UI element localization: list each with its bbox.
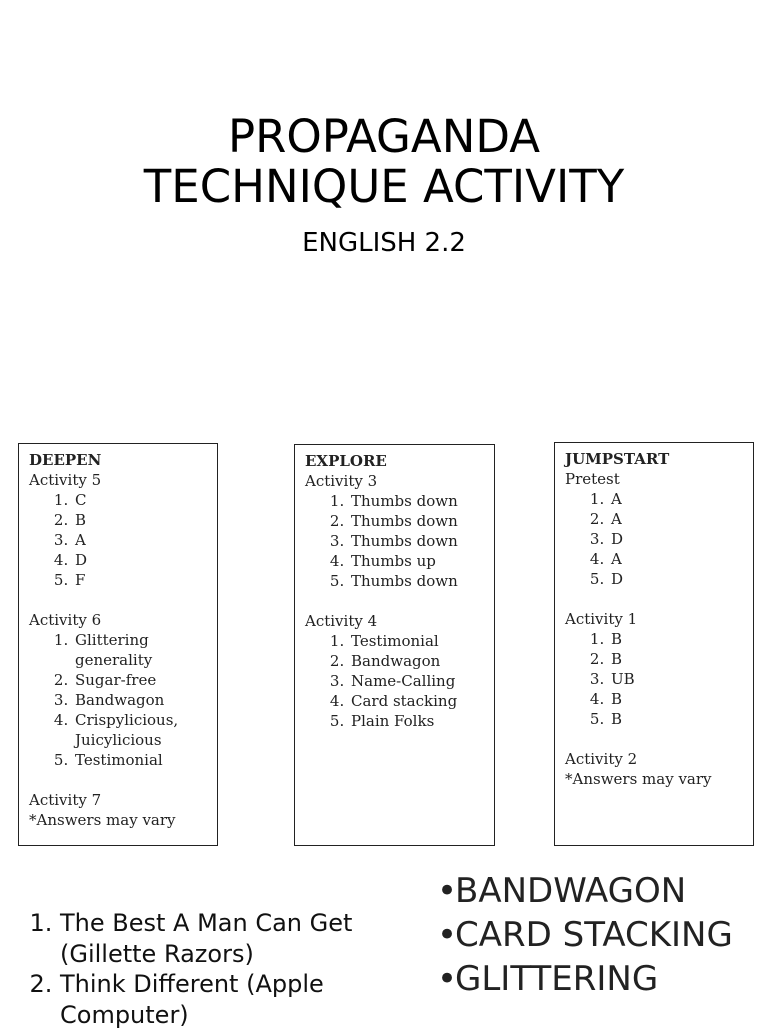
activity-4-list bbox=[305, 631, 484, 731]
list-item: 3. Name-Calling bbox=[349, 671, 484, 691]
slide-subtitle: ENGLISH 2.2 bbox=[302, 228, 466, 258]
title-line-1: PROPAGANDA bbox=[227, 110, 541, 163]
list-item: 4. A bbox=[609, 549, 743, 569]
list-item: 3. Thumbs down bbox=[349, 531, 484, 551]
title-line-2: TECHNIQUE ACTIVITY bbox=[143, 160, 625, 213]
jumpstart-answer-box bbox=[554, 442, 754, 846]
activity-1-list bbox=[565, 629, 743, 729]
list-item: 4. B bbox=[609, 689, 743, 709]
activity-4-label: Activity 4 bbox=[305, 612, 378, 630]
list-item: 5. Testimonial bbox=[73, 750, 207, 770]
jumpstart-heading: JUMPSTART bbox=[565, 450, 670, 468]
list-item: 2. Sugar-free bbox=[73, 670, 207, 690]
slogan-examples bbox=[26, 908, 406, 1030]
list-item: 2. B bbox=[73, 510, 207, 530]
list-item: • CARD STACKING bbox=[437, 918, 757, 952]
list-item: 1. A bbox=[609, 489, 743, 509]
explore-heading: EXPLORE bbox=[305, 452, 387, 470]
list-item: 5. Plain Folks bbox=[349, 711, 484, 731]
list-item: 5. Thumbs down bbox=[349, 571, 484, 591]
activity-7-label: Activity 7 bbox=[29, 791, 102, 809]
pretest-label: Pretest bbox=[565, 470, 620, 488]
explore-answer-box bbox=[294, 444, 495, 846]
list-item: • BANDWAGON bbox=[437, 874, 757, 908]
activity-6-list bbox=[29, 630, 207, 770]
list-item: 4. D bbox=[73, 550, 207, 570]
deepen-heading: DEEPEN bbox=[29, 451, 102, 469]
list-item: 1. B bbox=[609, 629, 743, 649]
list-item: 1. Testimonial bbox=[349, 631, 484, 651]
list-item: 1. Glittering generality bbox=[73, 630, 207, 670]
activity-5-list bbox=[29, 490, 207, 590]
list-item: 5. F bbox=[73, 570, 207, 590]
list-item: 4. Crispylicious, Juicylicious bbox=[73, 710, 207, 750]
list-item: 4. Card stacking bbox=[349, 691, 484, 711]
activity-6-label: Activity 6 bbox=[29, 611, 102, 629]
deepen-answer-box bbox=[18, 443, 218, 846]
list-item: 2. A bbox=[609, 509, 743, 529]
activity-1-label: Activity 1 bbox=[565, 610, 638, 628]
slogan-list bbox=[26, 908, 406, 1030]
activity-5-label: Activity 5 bbox=[29, 471, 102, 489]
activity-2-label: Activity 2 bbox=[565, 750, 638, 768]
list-item: 2. Think Different (Apple Computer) bbox=[60, 969, 406, 1030]
list-item: 3. UB bbox=[609, 669, 743, 689]
list-item: 5. B bbox=[609, 709, 743, 729]
list-item: 1. Thumbs down bbox=[349, 491, 484, 511]
activity-2-note: *Answers may vary bbox=[565, 770, 712, 788]
list-item: 3. A bbox=[73, 530, 207, 550]
list-item: 2. Thumbs down bbox=[349, 511, 484, 531]
list-item: 2. Bandwagon bbox=[349, 651, 484, 671]
list-item: 3. Bandwagon bbox=[73, 690, 207, 710]
list-item: 5. D bbox=[609, 569, 743, 589]
list-item: 1. The Best A Man Can Get (Gillette Razors) bbox=[60, 908, 406, 969]
list-item: 4. Thumbs up bbox=[349, 551, 484, 571]
list-item: 3. D bbox=[609, 529, 743, 549]
activity-3-label: Activity 3 bbox=[305, 472, 378, 490]
technique-bullets bbox=[437, 871, 757, 1006]
technique-list bbox=[437, 871, 757, 999]
activity-3-list bbox=[305, 491, 484, 591]
slide-title bbox=[0, 112, 768, 212]
activity-7-note: *Answers may vary bbox=[29, 811, 176, 829]
list-item: 1. C bbox=[73, 490, 207, 510]
pretest-list bbox=[565, 489, 743, 589]
list-item: • GLITTERING bbox=[437, 962, 757, 996]
list-item: 2. B bbox=[609, 649, 743, 669]
